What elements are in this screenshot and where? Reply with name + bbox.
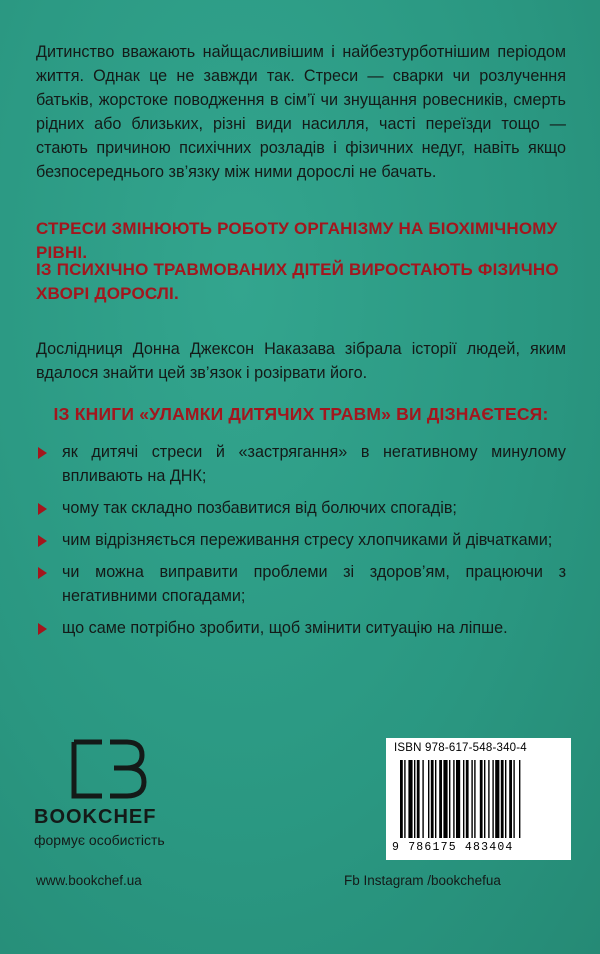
red-triangle-bullet-icon [38,447,47,459]
learn-list [36,440,566,648]
list-item: чи можна виправити проблеми зі здоров’ям, працюючи з негативними спогадами; [36,560,566,608]
red-triangle-bullet-icon [38,535,47,547]
highlight-traumatized-children: ІЗ ПСИХІЧНО ТРАВМОВАНИХ ДІТЕЙ ВИРОСТАЮТЬ ФІЗИЧНО ХВОРІ ДОРОСЛІ. [36,260,559,303]
highlight-biochemical: СТРЕСИ ЗМІНЮЮТЬ РОБОТУ ОРГАНІЗМУ НА БІОХІМІЧНОМУ РІВНІ. [36,219,558,262]
learn-heading: ІЗ КНИГИ «УЛАМКИ ДИТЯЧИХ ТРАВМ» ВИ ДІЗНАЄТЕСЯ: [53,404,549,424]
list-item: чому так складно позбавитися від болючих спогадів; [36,496,566,520]
list-item: як дитячі стреси й «застрягання» в негативному минулому впливають на ДНК; [36,440,566,488]
bookchef-logo-icon [70,738,150,800]
red-triangle-bullet-icon [38,503,47,515]
publisher-social: Fb Instagram /bookchefua [344,873,501,888]
barcode-icon [400,760,560,838]
publisher-website: www.bookchef.ua [36,873,142,888]
publisher-name: BOOKCHEF [34,806,157,828]
barcode-digits: 9 786175 483404 [392,841,514,854]
publisher-tagline: формує особистість [34,832,165,848]
isbn-label: ISBN 978-617-548-340-4 [394,742,527,754]
list-item: чим відрізняється переживання стресу хлопчиками й дівчатками; [36,528,566,552]
red-triangle-bullet-icon [38,567,47,579]
intro-paragraph: Дитинство вважають найщасливішим і найбезтурботнішим періодом життя. Однак це не завжди так. Стреси — сварки чи розлучення батьків, жорстоке поводження в сім’ї чи знущання ровесників, смерть рідних або близьких, різні види насилля, часті переїзди тощо — стають причиною психічних розладів і фізичних недуг, навіть якщо безпосереднього зв’язку між ними дорослі не бачать. [36,43,566,181]
barcode-box [386,738,571,860]
research-paragraph: Дослідниця Донна Джексон Наказава зібрала історії людей, яким вдалося знайти цей зв’язок і розірвати його. [36,340,566,382]
red-triangle-bullet-icon [38,623,47,635]
list-item: що саме потрібно зробити, щоб змінити ситуацію на ліпше. [36,616,566,640]
